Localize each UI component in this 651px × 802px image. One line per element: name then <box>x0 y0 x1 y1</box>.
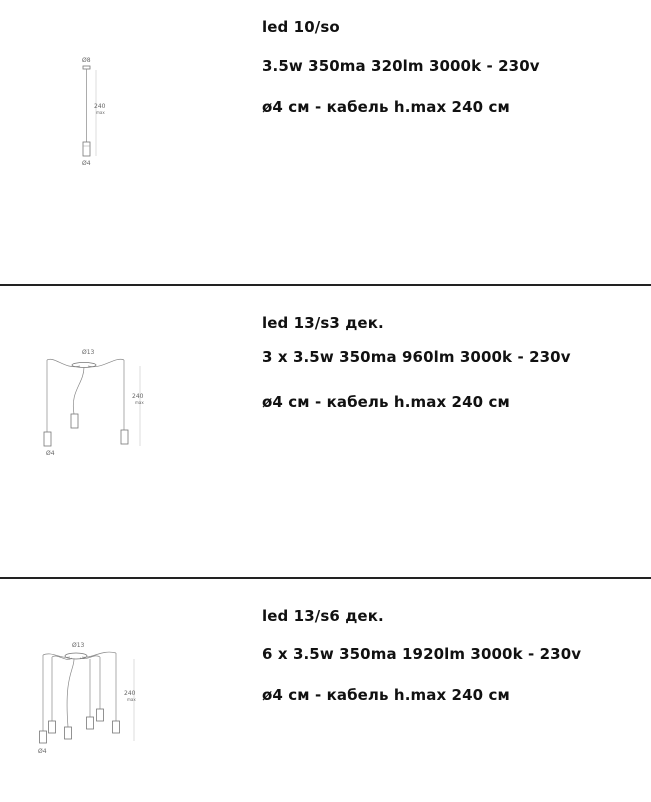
ceiling-canopy <box>83 66 90 69</box>
lamp-shade <box>65 727 72 739</box>
product-spec: 3 x 3.5w 350ma 960lm 3000k - 230v <box>262 348 571 366</box>
lamp-shade <box>87 717 94 729</box>
product-dimensions: ø4 см - кабель h.max 240 см <box>262 686 510 704</box>
height-label: 240 <box>94 103 106 110</box>
product-section-led-10-so <box>0 0 651 284</box>
product-title: led 13/s6 дек. <box>262 607 384 625</box>
lamp-shade <box>83 142 90 156</box>
canopy-diameter-label: Ø13 <box>72 642 85 649</box>
height-sub-label: max <box>96 110 105 115</box>
height-sub-label: max <box>127 697 136 702</box>
product-section-led-13-s3 <box>0 286 651 577</box>
suspension-cable <box>67 659 74 727</box>
shade-diameter-label: Ø4 <box>82 160 91 167</box>
product-section-led-13-s6 <box>0 579 651 802</box>
height-label: 240 <box>124 690 136 697</box>
suspension-cable <box>73 367 84 414</box>
lamp-shade <box>97 709 104 721</box>
lamp-shade <box>71 414 78 428</box>
height-label: 240 <box>132 393 144 400</box>
product-spec: 3.5w 350ma 320lm 3000k - 230v <box>262 57 540 75</box>
pendant-drawing-single <box>60 50 130 170</box>
pendant-drawing-six <box>30 637 150 757</box>
canopy-diameter-label: Ø8 <box>82 57 91 64</box>
product-spec: 6 x 3.5w 350ma 1920lm 3000k - 230v <box>262 645 582 663</box>
product-dimensions: ø4 см - кабель h.max 240 см <box>262 393 510 411</box>
product-title: led 10/so <box>262 18 340 36</box>
lamp-shade <box>44 432 51 446</box>
shade-diameter-label: Ø4 <box>46 450 55 457</box>
lamp-shade <box>49 721 56 733</box>
lamp-shade <box>121 430 128 444</box>
lamp-shade <box>40 731 47 743</box>
canopy-diameter-label: Ø13 <box>82 349 95 356</box>
ceiling-canopy <box>65 653 87 659</box>
lamp-shade <box>113 721 120 733</box>
product-title: led 13/s3 дек. <box>262 314 384 332</box>
product-dimensions: ø4 см - кабель h.max 240 см <box>262 98 510 116</box>
height-sub-label: max <box>135 400 144 405</box>
pendant-drawing-three <box>40 342 160 462</box>
shade-diameter-label: Ø4 <box>38 748 47 755</box>
